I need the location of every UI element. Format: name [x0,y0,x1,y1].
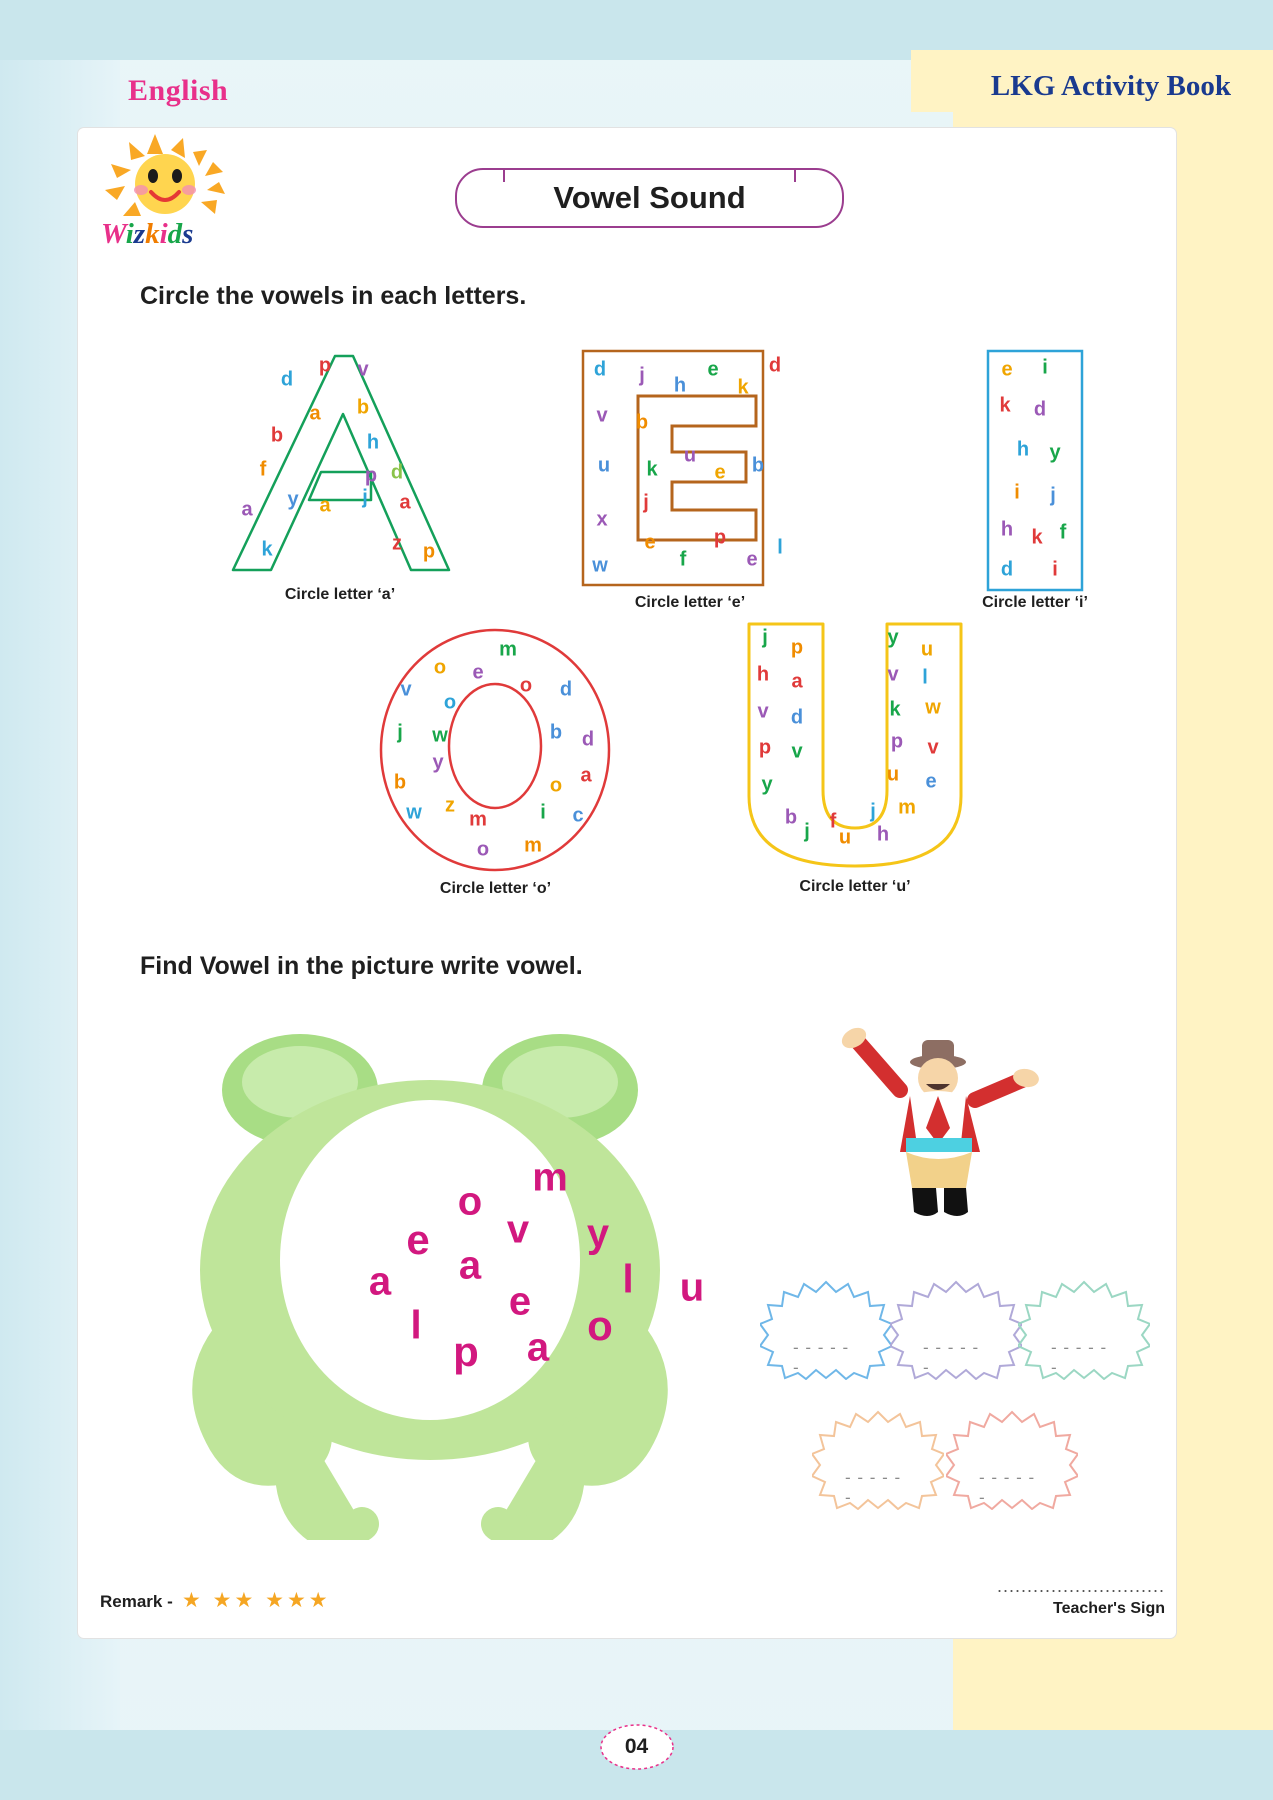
puzzle-letter[interactable]: l [777,536,783,559]
puzzle-letter-u [745,620,965,870]
puzzle-letter[interactable]: m [524,834,542,857]
answer-line: - - - - - - [923,1338,980,1377]
puzzle-letter[interactable]: h [876,823,890,846]
frog-puzzle-letter[interactable]: p [453,1328,479,1375]
frog-puzzle-letter[interactable]: o [457,1179,483,1224]
puzzle-letter[interactable]: b [635,411,649,434]
puzzle-letter[interactable]: k [889,698,901,721]
caption-letter-o: Circle letter ‘o’ [439,880,552,897]
answer-line: - - - - - - [979,1468,1036,1507]
puzzle-letter[interactable]: f [259,458,267,481]
answer-burst-5[interactable] [946,1410,1078,1510]
answer-line: - - - - - - [793,1338,850,1377]
frog-illustration [150,1020,710,1540]
puzzle-letter[interactable]: d [768,354,782,377]
puzzle-letter[interactable]: u [886,763,900,786]
puzzle-letter[interactable]: o [519,674,533,697]
puzzle-letter[interactable]: w [432,724,448,747]
puzzle-letter[interactable]: w [406,801,422,824]
wizkids-logo [95,132,260,267]
puzzle-letter[interactable]: j [362,486,368,509]
puzzle-letter[interactable]: j [639,364,645,387]
puzzle-letter[interactable]: j [397,721,403,744]
puzzle-letter[interactable]: a [319,494,331,517]
puzzle-letter[interactable]: v [927,736,939,759]
answer-burst-1[interactable] [760,1280,892,1380]
page-number: 04 [624,1735,649,1758]
puzzle-letter[interactable]: u [838,826,852,849]
remark-label: Remark - [100,1592,173,1611]
puzzle-letter[interactable]: d [559,678,573,701]
puzzle-letter-o [378,628,613,873]
logo-wordmark: Wizkids [101,218,194,250]
puzzle-letter[interactable]: e [746,548,758,571]
puzzle-letter[interactable]: b [784,806,798,829]
frog-puzzle-letter[interactable]: m [532,1155,568,1200]
answer-burst-2[interactable] [890,1280,1022,1380]
puzzle-letter[interactable]: p [364,464,378,487]
puzzle-letter[interactable]: e [1001,358,1013,381]
puzzle-letter[interactable]: h [1016,438,1030,461]
puzzle-letter[interactable]: i [540,801,546,824]
puzzle-letter[interactable]: o [549,774,563,797]
puzzle-letter[interactable]: a [791,670,803,693]
puzzle-letter[interactable]: u [683,444,697,467]
teacher-sign-line[interactable]: ............................ [996,1576,1165,1596]
puzzle-letter[interactable]: m [469,808,487,831]
frog-puzzle-letter[interactable]: a [526,1325,550,1370]
puzzle-letter[interactable]: v [887,663,899,686]
puzzle-letter[interactable]: o [443,691,457,714]
man-illustration [840,1020,1040,1220]
puzzle-letter[interactable]: a [580,764,592,787]
puzzle-letter[interactable]: k [1031,526,1043,549]
puzzle-letter[interactable]: k [737,376,749,399]
frog-puzzle-letter[interactable]: u [679,1265,705,1310]
puzzle-letter[interactable]: b [356,396,370,419]
frog-puzzle-letter[interactable]: v [506,1207,530,1252]
puzzle-letter-a [225,348,455,578]
puzzle-letter[interactable]: p [790,636,804,659]
puzzle-letter[interactable]: y [287,488,299,511]
puzzle-letter[interactable]: c [572,804,584,827]
puzzle-letter[interactable]: p [713,526,727,549]
worksheet-title-pill [455,168,844,228]
puzzle-letter[interactable]: p [422,540,436,563]
page-number-badge [598,1722,676,1772]
puzzle-letter[interactable]: d [790,706,804,729]
frog-puzzle-letter[interactable]: y [586,1211,610,1256]
puzzle-letter[interactable]: v [357,358,369,381]
frog-letters [280,1130,720,1410]
puzzle-letter[interactable]: w [925,696,941,719]
puzzle-letter[interactable]: f [679,548,687,571]
answer-burst-3[interactable] [1018,1280,1150,1380]
puzzle-letter[interactable]: y [761,773,773,796]
puzzle-letter[interactable]: v [596,404,608,427]
puzzle-letter[interactable]: v [791,740,803,763]
puzzle-letter-i [985,348,1085,593]
puzzle-letter[interactable]: h [756,663,770,686]
puzzle-letter[interactable]: a [309,402,321,425]
puzzle-letter[interactable]: y [887,626,899,649]
page-title: Vowel Sound [553,180,746,215]
puzzle-letter[interactable]: v [757,700,769,723]
puzzle-letter[interactable]: l [922,666,928,689]
puzzle-letter[interactable]: i [1042,356,1048,379]
puzzle-letter[interactable]: d [280,368,294,391]
answer-line: - - - - - - [845,1468,902,1507]
puzzle-letter[interactable]: f [829,810,837,833]
puzzle-letter[interactable]: b [270,424,284,447]
puzzle-letter[interactable]: b [393,771,407,794]
puzzle-letter[interactable]: u [597,454,611,477]
frog-puzzle-letter[interactable]: o [587,1302,613,1349]
frog-puzzle-letter[interactable]: e [406,1216,430,1263]
puzzle-letter[interactable]: h [366,431,380,454]
puzzle-letter[interactable]: d [1000,558,1014,581]
answer-line: - - - - - - [1051,1338,1108,1377]
puzzle-letter[interactable]: e [707,358,719,381]
puzzle-letter[interactable]: f [1059,521,1067,544]
puzzle-letter[interactable]: y [432,751,444,774]
puzzle-letter[interactable]: j [804,820,810,843]
puzzle-letter[interactable]: a [399,491,411,514]
letter-i-outline-icon [985,348,1085,593]
puzzle-letter[interactable]: v [400,678,412,701]
frog-puzzle-letter[interactable]: a [368,1259,392,1304]
sun-logo-icon [95,132,260,232]
puzzle-letter[interactable]: k [261,538,273,561]
letter-e-outline-icon [580,348,800,588]
puzzle-letter[interactable]: x [596,508,608,531]
puzzle-letter[interactable]: o [476,838,490,861]
puzzle-letter[interactable]: p [758,736,772,759]
frog-puzzle-letter[interactable]: l [410,1303,422,1348]
frog-puzzle-letter[interactable]: l [622,1257,634,1302]
puzzle-letter-e [580,348,800,588]
puzzle-letter[interactable]: a [241,498,253,521]
frog-puzzle-letter[interactable]: e [508,1279,532,1324]
puzzle-letter[interactable]: i [1052,558,1058,581]
puzzle-letter[interactable]: w [592,554,608,577]
puzzle-letter[interactable]: b [751,454,765,477]
puzzle-letter[interactable]: p [890,730,904,753]
puzzle-letter[interactable]: d [581,728,595,751]
puzzle-letter[interactable]: y [1049,441,1061,464]
puzzle-letter[interactable]: m [898,796,916,819]
man-icon [840,1020,1040,1220]
caption-letter-e: Circle letter ‘e’ [634,594,746,611]
puzzle-letter[interactable]: z [445,794,455,817]
puzzle-letter[interactable]: e [644,531,656,554]
caption-letter-i: Circle letter ‘i’ [982,594,1088,611]
puzzle-letter[interactable]: b [549,721,563,744]
puzzle-letter[interactable]: h [1000,518,1014,541]
teacher-sign-label: Teacher's Sign [1053,1600,1165,1617]
puzzle-letter[interactable]: i [1014,481,1020,504]
book-title: LKG Activity Book [990,70,1231,102]
instruction-one: Circle the vowels in each letters. [140,282,527,310]
puzzle-letter[interactable]: p [318,354,332,377]
puzzle-letter[interactable]: e [925,770,937,793]
puzzle-letter[interactable]: o [433,656,447,679]
subject-title: English [128,74,229,107]
puzzle-letter[interactable]: u [920,638,934,661]
puzzle-letter[interactable]: d [1033,398,1047,421]
puzzle-letter[interactable]: z [392,532,402,555]
puzzle-letter[interactable]: j [643,491,649,514]
puzzle-letter[interactable]: j [870,800,876,823]
puzzle-letter[interactable]: e [714,461,726,484]
answer-burst-4[interactable] [812,1410,944,1510]
puzzle-letter[interactable]: j [1050,484,1056,507]
remark-stars[interactable]: ★ ★★ ★★★ [182,1589,331,1612]
letter-o-outline-icon [378,628,613,873]
puzzle-letter[interactable]: d [593,358,607,381]
instruction-two: Find Vowel in the picture write vowel. [140,952,583,980]
puzzle-letter[interactable]: k [999,394,1011,417]
puzzle-letter[interactable]: k [646,458,658,481]
puzzle-letter[interactable]: e [472,661,484,684]
caption-letter-u: Circle letter ‘u’ [799,878,911,895]
puzzle-letter[interactable]: h [673,374,687,397]
puzzle-letter[interactable]: d [390,461,404,484]
caption-letter-a: Circle letter ‘a’ [284,586,396,603]
puzzle-letter[interactable]: j [762,626,768,649]
puzzle-letter[interactable]: m [499,638,517,661]
frog-puzzle-letter[interactable]: a [458,1243,482,1288]
